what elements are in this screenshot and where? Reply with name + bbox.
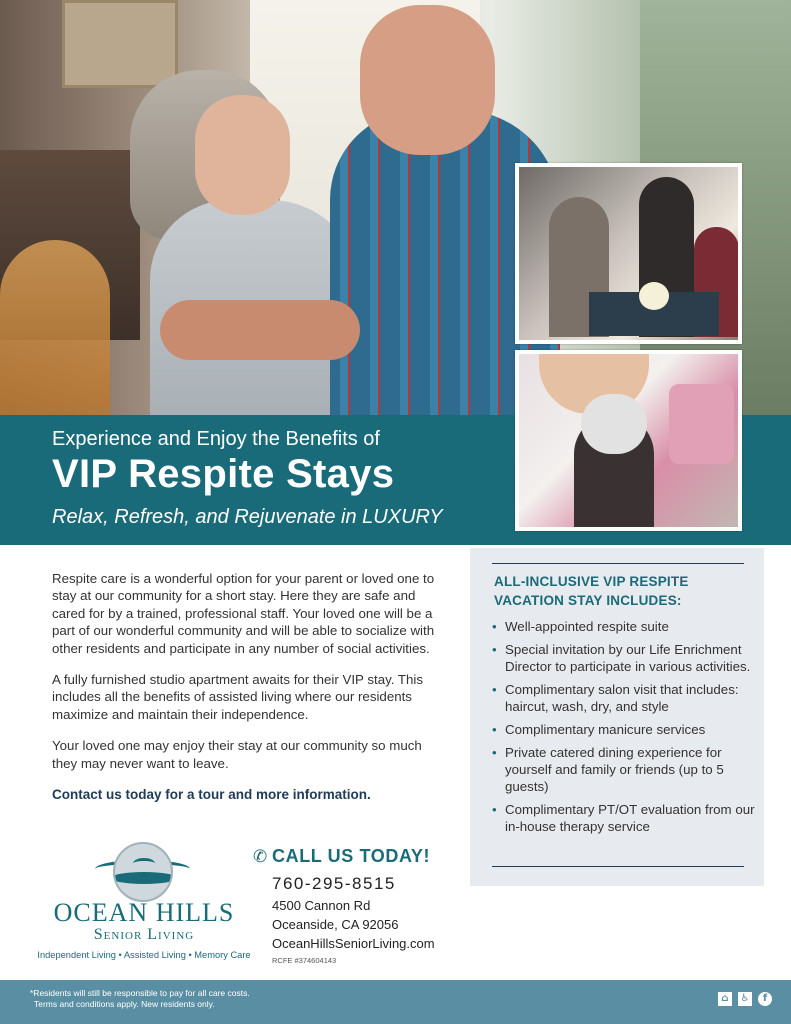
call-heading: CALL US TODAY!: [272, 846, 431, 866]
footer-icons: [718, 992, 772, 1008]
list-item-text: Private catered dining experience for yourself and family or friends (up to 5 guests): [505, 745, 724, 794]
body-paragraph-2: A fully furnished studio apartment awaits for their VIP stay. This includes all the benefits of assisted living where our residents maximize and maintain their independence.: [52, 672, 424, 722]
hero-woman-face: [195, 95, 290, 215]
list-item-text: Well-appointed respite suite: [505, 619, 669, 634]
hero-bystander: [0, 240, 110, 415]
body-paragraph-1: Respite care is a wonderful option for your parent or loved one to stay at our community for a short stay. Here they are safe and cared for by a trained, professional staff. Your loved one will be a part of our wonderful community and will be able to socialize with other residents and participate in any number of social activities.: [52, 571, 435, 656]
phone-icon: ✆: [253, 847, 268, 867]
hero-arm: [160, 300, 360, 360]
list-item-text: Special invitation by our Life Enrichment Director to participate in various activities.: [505, 642, 751, 674]
equal-housing-icon: ⌂: [718, 992, 732, 1006]
license-number: RCFE #374604143: [272, 956, 337, 965]
phone-number[interactable]: 760-295-8515: [272, 874, 396, 893]
list-item: [492, 801, 757, 835]
includes-box: [470, 548, 764, 886]
address-block: [272, 896, 435, 953]
includes-bottom-rule: [492, 866, 744, 867]
includes-heading-line-2: VACATION STAY INCLUDES:: [494, 593, 682, 608]
logo-name: OCEAN HILLS: [53, 898, 235, 927]
logo-wave: [113, 872, 173, 884]
list-item-text: Complimentary PT/OT evaluation from our in-house therapy service: [505, 802, 755, 834]
bullet-icon: •: [492, 642, 497, 657]
body-paragraph-3: Your loved one may enjoy their stay at our community so much they may never want to leave.: [52, 738, 422, 771]
inset-photo-dining: [515, 163, 742, 344]
bullet-icon: •: [492, 722, 497, 737]
photo-pink-art: [669, 384, 734, 464]
footer-note-line-2: Terms and conditions apply. New residents only.: [34, 999, 215, 1009]
list-item: [492, 618, 757, 635]
list-item-text: Complimentary manicure services: [505, 722, 706, 737]
header-tagline: Experience and Enjoy the Benefits of: [52, 428, 380, 450]
includes-heading-line-1: ALL-INCLUSIVE VIP RESPITE: [494, 574, 689, 589]
includes-top-rule: [492, 563, 744, 564]
hero-man-head: [360, 5, 495, 155]
includes-list: [492, 618, 757, 841]
inset-photo-salon: [515, 350, 742, 531]
website-link[interactable]: OceanHillsSeniorLiving.com: [272, 936, 435, 951]
list-item-text: Complimentary salon visit that includes: haircut, wash, dry, and style: [505, 682, 739, 714]
list-item: [492, 721, 757, 738]
logo-care-levels: Independent Living • Assisted Living • Memory Care: [37, 950, 251, 960]
list-item: [492, 744, 757, 795]
bullet-icon: •: [492, 745, 497, 760]
contact-line: Contact us today for a tour and more information.: [52, 787, 371, 803]
list-item: [492, 681, 757, 715]
logo-gull: [133, 858, 155, 869]
photo-flowers: [639, 282, 669, 310]
address-city: Oceanside, CA 92056: [272, 917, 399, 932]
address-street: 4500 Cannon Rd: [272, 898, 371, 913]
accessibility-icon: ♿: [738, 992, 752, 1006]
bullet-icon: •: [492, 682, 497, 697]
list-item: [492, 641, 757, 675]
body-copy: [52, 570, 442, 803]
bullet-icon: •: [492, 802, 497, 817]
includes-heading: [494, 572, 744, 610]
hero-wall-frame: [62, 0, 178, 88]
footer-note: [30, 988, 250, 1010]
bullet-icon: •: [492, 619, 497, 634]
facebook-icon[interactable]: f: [758, 992, 772, 1006]
footer-note-line-1: *Residents will still be responsible to pay for all care costs.: [30, 988, 250, 998]
logo-seagull-icon: [113, 842, 173, 902]
header-subtitle: Relax, Refresh, and Rejuvenate in LUXURY: [52, 506, 443, 528]
logo-tagline: Senior Living: [93, 926, 195, 943]
photo-resident-hair: [581, 394, 647, 454]
page-title: VIP Respite Stays: [52, 452, 395, 496]
